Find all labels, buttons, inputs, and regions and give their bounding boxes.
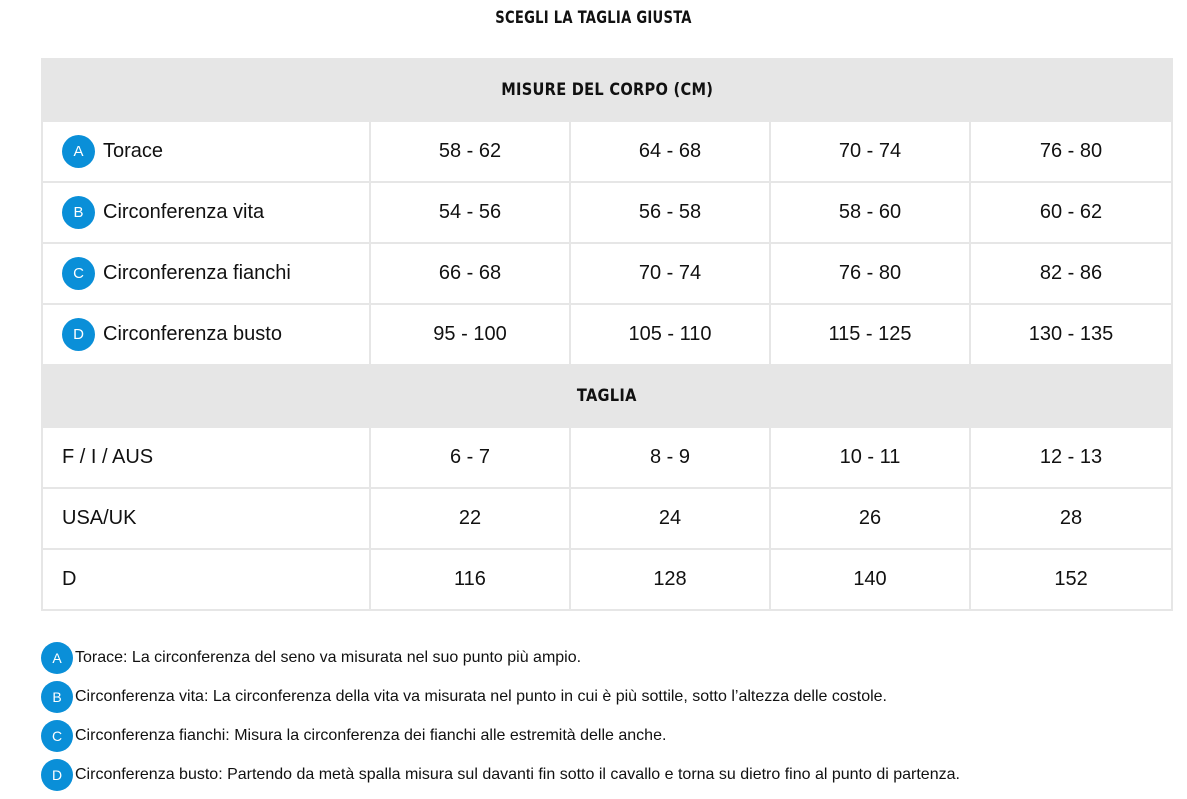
table-cell: 82 - 86 [970,243,1172,304]
note-item [41,677,1181,716]
table-cell: 12 - 13 [970,427,1172,488]
table-cell: 26 [770,488,970,549]
letter-badge: C [41,720,73,752]
table-cell: 54 - 56 [370,182,570,243]
table-row [42,121,1172,182]
note-item [41,755,1181,794]
row-label: Circonferenza busto [103,323,282,345]
table-cell: 76 - 80 [970,121,1172,182]
section-title: TAGLIA [577,386,637,406]
note-text: Torace: La circonferenza del seno va misurata nel suo punto più ampio. [75,648,582,666]
row-label: Torace [103,140,164,162]
table-cell: 60 - 62 [970,182,1172,243]
page-title: SCEGLI LA TAGLIA GIUSTA [495,8,692,28]
table-cell: 116 [370,549,570,610]
letter-badge: D [41,759,73,791]
table-row [42,488,1172,549]
size-table [41,58,1173,611]
section-header-size [42,365,1172,427]
table-cell: 24 [570,488,770,549]
row-label: D [42,549,370,610]
letter-badge: B [62,196,95,229]
table-cell: 70 - 74 [570,243,770,304]
table-cell: 105 - 110 [570,304,770,365]
table-row [42,549,1172,610]
table-cell: 6 - 7 [370,427,570,488]
table-cell: 76 - 80 [770,243,970,304]
note-text: Circonferenza busto: Partendo da metà spalla misura sul davanti fin sotto il cavallo e torna su dietro fino al punto di partenza. [75,765,960,783]
note-item [41,716,1181,755]
table-cell: 95 - 100 [370,304,570,365]
table-cell: 22 [370,488,570,549]
row-label-cell [42,182,370,243]
table-row [42,243,1172,304]
table-cell: 8 - 9 [570,427,770,488]
table-cell: 70 - 74 [770,121,970,182]
row-label-cell [42,121,370,182]
row-label: Circonferenza fianchi [103,262,291,284]
table-cell: 140 [770,549,970,610]
section-header-body-measurements [42,59,1172,121]
row-label: USA/UK [42,488,370,549]
row-label: Circonferenza vita [103,201,265,223]
table-cell: 128 [570,549,770,610]
letter-badge: A [62,135,95,168]
letter-badge: C [62,257,95,290]
table-cell: 10 - 11 [770,427,970,488]
table-cell: 130 - 135 [970,304,1172,365]
table-cell: 58 - 60 [770,182,970,243]
note-text: Circonferenza vita: La circonferenza della vita va misurata nel punto in cui è più sottile, sotto l’altezza delle costole. [75,687,887,705]
letter-badge: B [41,681,73,713]
table-cell: 58 - 62 [370,121,570,182]
table-row [42,427,1172,488]
table-cell: 56 - 58 [570,182,770,243]
measurement-notes [41,638,1181,794]
row-label-cell [42,243,370,304]
table-cell: 64 - 68 [570,121,770,182]
letter-badge: A [41,642,73,674]
table-cell: 66 - 68 [370,243,570,304]
row-label-cell [42,304,370,365]
table-cell: 115 - 125 [770,304,970,365]
row-label: F / I / AUS [42,427,370,488]
section-title: MISURE DEL CORPO (CM) [501,80,713,100]
note-text: Circonferenza fianchi: Misura la circonferenza dei fianchi alle estremità delle anche. [75,726,667,744]
table-cell: 152 [970,549,1172,610]
table-row [42,304,1172,365]
letter-badge: D [62,318,95,351]
table-cell: 28 [970,488,1172,549]
note-item [41,638,1181,677]
table-row [42,182,1172,243]
